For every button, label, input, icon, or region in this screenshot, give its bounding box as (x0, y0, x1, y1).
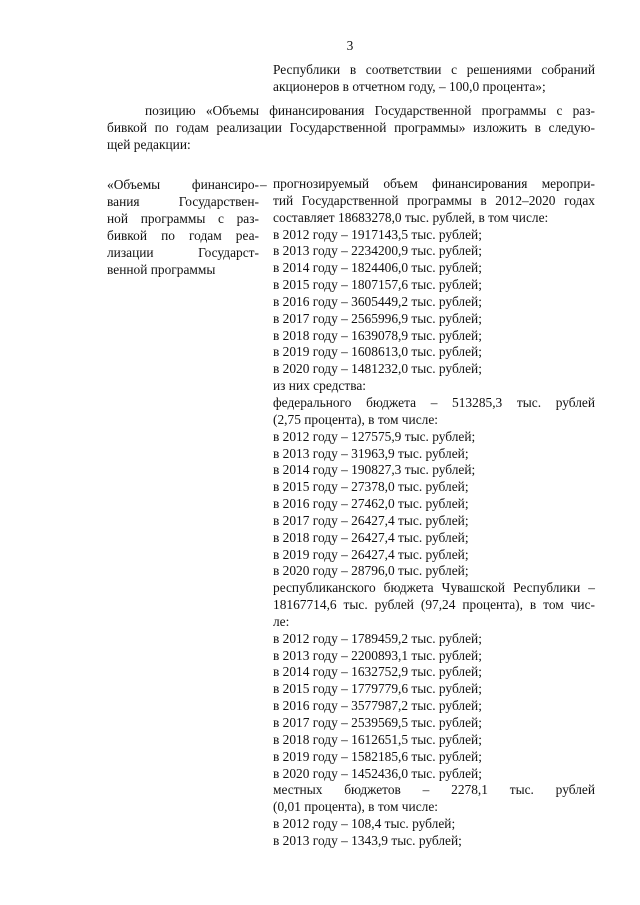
detail-line: в 2013 году – 31963,9 тыс. рублей; (273, 445, 469, 461)
label-line: вания Государствен- (107, 194, 259, 209)
detail-line: в 2020 году – 1452436,0 тыс. рублей; (273, 765, 482, 781)
detail-line: в 2019 году – 1582185,6 тыс. рублей; (273, 748, 482, 764)
intro-line: Республики в соответствии с решениями собраний (273, 62, 595, 77)
label-line: ной программы с раз- (107, 211, 259, 226)
funding-details-cell (273, 176, 595, 850)
detail-line: в 2015 году – 27378,0 тыс. рублей; (273, 479, 469, 495)
detail-line: (0,01 процента), в том числе: (273, 799, 438, 815)
label-line: «Объемы финансиро- (107, 177, 259, 192)
paragraph-line: щей редакции: (107, 137, 191, 152)
detail-line: в 2013 году – 2200893,1 тыс. рублей; (273, 647, 482, 663)
detail-line: тий Государственной программы в 2012–2020 годах (273, 192, 595, 208)
detail-line: в 2014 году – 1824406,0 тыс. рублей; (273, 260, 482, 276)
detail-line: в 2012 году – 1789459,2 тыс. рублей; (273, 630, 482, 646)
detail-line: в 2020 году – 28796,0 тыс. рублей; (273, 563, 469, 579)
label-line: венной программы (107, 262, 216, 277)
label-line: бивкой по годам реа- (107, 228, 259, 243)
detail-line: в 2020 году – 1481232,0 тыс. рублей; (273, 361, 482, 377)
detail-line: в 2016 году – 27462,0 тыс. рублей; (273, 496, 469, 512)
detail-line: в 2016 году – 3605449,2 тыс. рублей; (273, 293, 482, 309)
detail-line: в 2012 году – 1917143,5 тыс. рублей; (273, 226, 482, 242)
detail-line: в 2018 году – 1639078,9 тыс. рублей; (273, 327, 482, 343)
detail-line: ле: (273, 613, 290, 629)
detail-line: в 2014 году – 190827,3 тыс. рублей; (273, 462, 476, 478)
detail-line: в 2015 году – 1807157,6 тыс. рублей; (273, 277, 482, 293)
detail-line: федерального бюджета – 513285,3 тыс. рублей (273, 394, 595, 410)
detail-line: прогнозируемый объем финансирования меропри- (273, 176, 595, 191)
detail-line: из них средства: (273, 378, 367, 394)
detail-line: составляет 18683278,0 тыс. рублей, в том числе: (273, 209, 549, 225)
detail-line: в 2012 году – 127575,9 тыс. рублей; (273, 428, 476, 444)
detail-line: в 2017 году – 2539569,5 тыс. рублей; (273, 715, 482, 730)
label-line: лизации Государст- (107, 245, 259, 260)
detail-line: в 2019 году – 1608613,0 тыс. рублей; (273, 344, 482, 360)
separator-dash: – (260, 177, 267, 192)
detail-line: в 2012 году – 108,4 тыс. рублей; (273, 816, 456, 832)
detail-line: республиканского бюджета Чувашской Республики – (273, 580, 595, 596)
detail-line: местных бюджетов – 2278,1 тыс. рублей (273, 782, 595, 798)
amendment-paragraph (107, 102, 595, 153)
detail-line: в 2014 году – 1632752,9 тыс. рублей; (273, 664, 482, 680)
detail-line: в 2017 году – 26427,4 тыс. рублей; (273, 512, 469, 528)
detail-line: (2,75 процента), в том числе: (273, 411, 438, 427)
funding-label-cell (107, 176, 259, 278)
intro-line: акционеров в отчетном году, – 100,0 процента»; (273, 79, 546, 94)
detail-line: в 2013 году – 2234200,9 тыс. рублей; (273, 243, 482, 259)
detail-line: в 2018 году – 26427,4 тыс. рублей; (273, 529, 469, 545)
intro-continuation (273, 61, 595, 95)
detail-line: в 2018 году – 1612651,5 тыс. рублей; (273, 731, 482, 747)
detail-line: в 2019 году – 26427,4 тыс. рублей; (273, 546, 469, 562)
paragraph-line: позицию «Объемы финансирования Государственной программы с раз- (145, 103, 595, 118)
detail-line: в 2013 году – 1343,9 тыс. рублей; (273, 832, 462, 848)
detail-line: в 2015 году – 1779779,6 тыс. рублей; (273, 681, 482, 697)
detail-line: в 2017 году – 2565996,9 тыс. рублей; (273, 310, 482, 326)
page-number: 3 (346, 38, 354, 53)
detail-line: 18167714,6 тыс. рублей (97,24 процента), в том чис- (273, 597, 595, 613)
detail-line: в 2016 году – 3577987,2 тыс. рублей; (273, 698, 482, 714)
paragraph-line: бивкой по годам реализации Государственной программы» изложить в следую- (107, 120, 595, 135)
